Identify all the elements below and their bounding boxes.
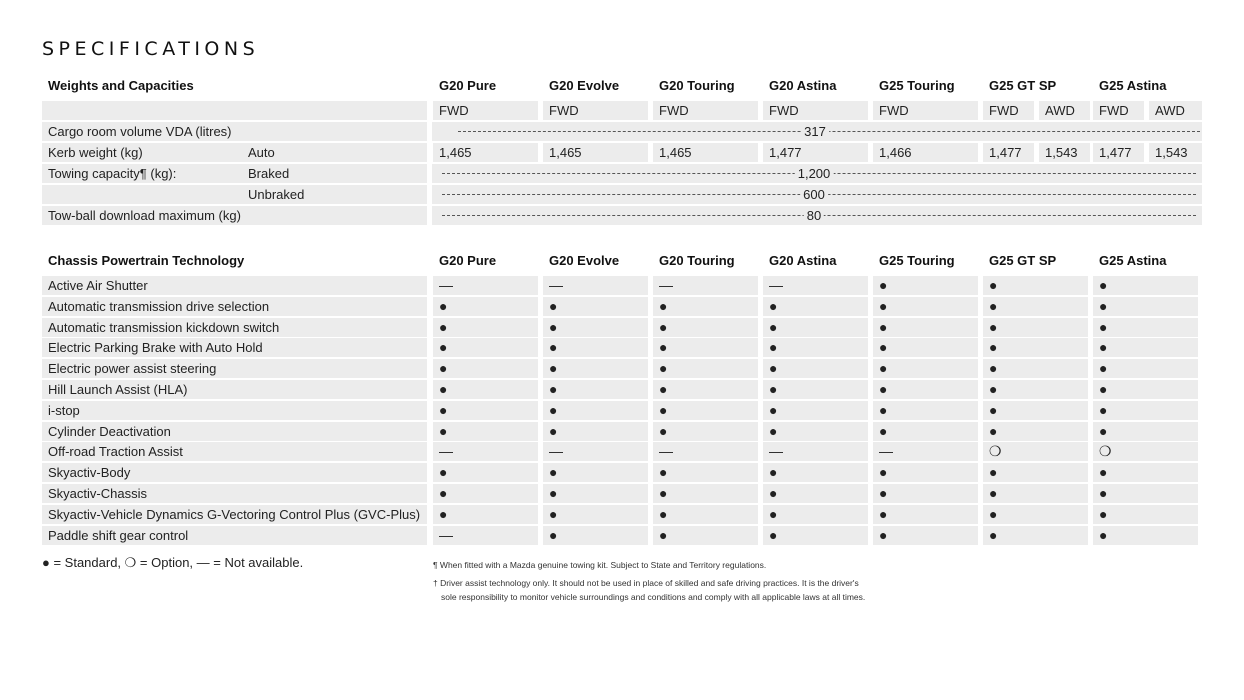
availability-cell: ● xyxy=(873,484,978,503)
availability-cell: ● xyxy=(763,318,868,337)
table-row xyxy=(42,380,427,399)
availability-cell: ● xyxy=(1093,422,1198,441)
model-header: G20 Pure xyxy=(439,253,497,268)
feature-label: Active Air Shutter xyxy=(48,278,148,293)
braked-row-span xyxy=(432,164,1202,183)
cargo-row-span xyxy=(432,122,1202,141)
model-header: G25 Touring xyxy=(879,253,955,268)
availability-cell: ● xyxy=(983,401,1088,420)
feature-label: Skyactiv-Vehicle Dynamics G-Vectoring Control Plus (GVC-Plus) xyxy=(48,506,421,522)
availability-cell: ● xyxy=(433,318,538,337)
availability-cell: ● xyxy=(1093,276,1198,295)
model-header: G20 Evolve xyxy=(549,253,620,268)
availability-cell: ● xyxy=(653,422,758,441)
feature-label: Off-road Traction Assist xyxy=(48,444,183,460)
feature-label: Cylinder Deactivation xyxy=(48,423,171,439)
availability-cell: ● xyxy=(1093,484,1198,503)
availability-cell: ● xyxy=(1093,318,1198,337)
availability-cell: — xyxy=(763,276,868,295)
braked-value: 1,200 xyxy=(795,164,834,183)
unbraked-label-cell xyxy=(42,185,427,204)
availability-cell: ● xyxy=(543,318,648,337)
availability-cell: ● xyxy=(873,380,978,399)
kerb-label: Kerb weight (kg) xyxy=(48,145,143,160)
drive-cell: FWD xyxy=(873,101,978,120)
model-header: G25 Astina xyxy=(1099,78,1167,93)
kerb-label-cell xyxy=(42,143,427,162)
availability-cell: ● xyxy=(763,380,868,399)
availability-cell: ● xyxy=(983,526,1088,545)
availability-cell: ● xyxy=(763,297,868,316)
availability-cell: ● xyxy=(433,380,538,399)
availability-cell: ● xyxy=(763,505,868,524)
availability-cell: ● xyxy=(873,401,978,420)
availability-cell: ● xyxy=(543,526,648,545)
availability-cell: ● xyxy=(543,505,648,524)
kerb-cell: 1,465 xyxy=(433,143,538,162)
model-header: G25 GT SP xyxy=(989,78,1057,93)
footnote-driver-line2: sole responsibility to monitor vehicle surroundings and conditions and comply with all applicable laws at all times. xyxy=(441,592,866,602)
feature-label: Electric power assist steering xyxy=(48,361,217,377)
table-row xyxy=(42,505,427,524)
availability-cell: ● xyxy=(873,338,978,357)
availability-cell: — xyxy=(433,276,538,295)
feature-label: Paddle shift gear control xyxy=(48,527,189,543)
availability-cell: — xyxy=(433,526,538,545)
availability-cell: ● xyxy=(543,359,648,378)
page-title: SPECIFICATIONS xyxy=(42,38,260,60)
availability-cell: ❍ xyxy=(1093,442,1198,461)
availability-cell: ● xyxy=(1093,338,1198,357)
drive-label-cell xyxy=(42,101,427,120)
availability-cell: ● xyxy=(543,401,648,420)
availability-cell: ● xyxy=(763,526,868,545)
availability-cell: ● xyxy=(763,422,868,441)
unbraked-label: Unbraked xyxy=(248,187,305,202)
availability-cell: ● xyxy=(1093,297,1198,316)
feature-label: i-stop xyxy=(48,402,80,418)
availability-cell: ● xyxy=(1093,526,1198,545)
availability-cell: ● xyxy=(1093,380,1198,399)
drive-cell: FWD xyxy=(433,101,538,120)
feature-label: Electric Parking Brake with Auto Hold xyxy=(48,340,263,356)
availability-cell: ● xyxy=(1093,505,1198,524)
model-header: G20 Astina xyxy=(769,78,837,93)
table-row xyxy=(42,401,427,420)
kerb-cell: 1,466 xyxy=(873,143,978,162)
table-row xyxy=(42,442,427,461)
availability-cell: ● xyxy=(873,505,978,524)
table-row xyxy=(42,359,427,378)
table-row xyxy=(42,318,427,337)
table-row xyxy=(42,338,427,357)
model-header: G20 Touring xyxy=(659,253,735,268)
towing-label-cell xyxy=(42,164,427,183)
cargo-label: Cargo room volume VDA (litres) xyxy=(48,124,232,139)
availability-cell: — xyxy=(543,276,648,295)
availability-cell: ● xyxy=(433,297,538,316)
availability-cell: — xyxy=(653,442,758,461)
availability-cell: ❍ xyxy=(983,442,1088,461)
availability-cell: ● xyxy=(653,505,758,524)
availability-cell: ● xyxy=(763,401,868,420)
availability-cell: ● xyxy=(983,380,1088,399)
availability-cell: ● xyxy=(983,505,1088,524)
towball-label-cell xyxy=(42,206,427,225)
kerb-cell: 1,465 xyxy=(653,143,758,162)
kerb-cell: 1,477 xyxy=(1093,143,1144,162)
feature-label: Skyactiv-Body xyxy=(48,465,131,481)
availability-cell: ● xyxy=(653,297,758,316)
model-header: G20 Evolve xyxy=(549,78,620,93)
availability-cell: ● xyxy=(763,359,868,378)
availability-cell: ● xyxy=(653,318,758,337)
kerb-cell: 1,543 xyxy=(1149,143,1202,162)
feature-label: Hill Launch Assist (HLA) xyxy=(48,382,188,397)
availability-cell: ● xyxy=(873,297,978,316)
availability-cell: ● xyxy=(543,297,648,316)
table-row xyxy=(42,463,427,482)
availability-cell: ● xyxy=(983,422,1088,441)
availability-cell: ● xyxy=(983,463,1088,482)
availability-cell: ● xyxy=(873,318,978,337)
availability-cell: ● xyxy=(653,380,758,399)
availability-cell: ● xyxy=(983,276,1088,295)
availability-cell: ● xyxy=(653,359,758,378)
model-header: G25 Touring xyxy=(879,78,955,93)
footnote-driver-line1: † Driver assist technology only. It should not be used in place of skilled and safe driving practices. It is the driver's xyxy=(433,578,859,588)
availability-cell: ● xyxy=(653,338,758,357)
table-row xyxy=(42,297,427,316)
availability-cell: — xyxy=(873,442,978,461)
legend: ● = Standard, ❍ = Option, — = Not available. xyxy=(42,555,304,570)
availability-cell: ● xyxy=(543,380,648,399)
kerb-cell: 1,543 xyxy=(1039,143,1090,162)
cargo-value: 317 xyxy=(801,122,829,141)
availability-cell: ● xyxy=(543,463,648,482)
availability-cell: ● xyxy=(873,463,978,482)
availability-cell: ● xyxy=(433,484,538,503)
drive-cell: FWD xyxy=(1093,101,1144,120)
availability-cell: ● xyxy=(1093,463,1198,482)
unbraked-value: 600 xyxy=(800,185,828,204)
availability-cell: ● xyxy=(1093,359,1198,378)
cargo-label-cell xyxy=(42,122,427,141)
braked-label: Braked xyxy=(248,166,290,181)
availability-cell: ● xyxy=(983,297,1088,316)
kerb-cell: 1,477 xyxy=(983,143,1034,162)
availability-cell: ● xyxy=(433,505,538,524)
availability-cell: ● xyxy=(653,463,758,482)
drive-cell: FWD xyxy=(653,101,758,120)
chassis-heading: Chassis Powertrain Technology xyxy=(48,253,245,268)
feature-label: Automatic transmission drive selection xyxy=(48,298,270,314)
availability-cell: ● xyxy=(763,463,868,482)
availability-cell: — xyxy=(543,442,648,461)
availability-cell: ● xyxy=(543,422,648,441)
drive-cell: AWD xyxy=(1149,101,1202,120)
availability-cell: ● xyxy=(433,359,538,378)
availability-cell: ● xyxy=(983,359,1088,378)
towball-value: 80 xyxy=(804,206,824,225)
availability-cell: ● xyxy=(653,401,758,420)
availability-cell: ● xyxy=(1093,401,1198,420)
kerb-sub-label: Auto xyxy=(248,145,275,160)
availability-cell: ● xyxy=(433,463,538,482)
availability-cell: ● xyxy=(763,338,868,357)
availability-cell: — xyxy=(653,276,758,295)
towball-row-span xyxy=(432,206,1202,225)
drive-cell: FWD xyxy=(983,101,1034,120)
availability-cell: ● xyxy=(873,526,978,545)
availability-cell: ● xyxy=(983,484,1088,503)
drive-cell: AWD xyxy=(1039,101,1090,120)
model-header: G25 GT SP xyxy=(989,253,1057,268)
availability-cell: ● xyxy=(433,338,538,357)
model-header: G20 Pure xyxy=(439,78,497,93)
availability-cell: ● xyxy=(653,484,758,503)
towing-label: Towing capacity¶ (kg): xyxy=(48,166,177,181)
availability-cell: ● xyxy=(873,422,978,441)
table-row xyxy=(42,422,427,441)
footnote-towing: ¶ When fitted with a Mazda genuine towing kit. Subject to State and Territory regulations. xyxy=(433,560,767,570)
feature-label: Automatic transmission kickdown switch xyxy=(48,319,280,335)
availability-cell: — xyxy=(763,442,868,461)
towball-label: Tow-ball download maximum (kg) xyxy=(48,208,241,223)
model-header: G25 Astina xyxy=(1099,253,1167,268)
table-row xyxy=(42,484,427,503)
model-header: G20 Touring xyxy=(659,78,735,93)
kerb-cell: 1,477 xyxy=(763,143,868,162)
availability-cell: ● xyxy=(983,318,1088,337)
availability-cell: ● xyxy=(873,276,978,295)
feature-label: Skyactiv-Chassis xyxy=(48,486,147,501)
table-row xyxy=(42,526,427,545)
availability-cell: ● xyxy=(653,526,758,545)
availability-cell: ● xyxy=(983,338,1088,357)
table-row xyxy=(42,276,427,295)
drive-cell: FWD xyxy=(763,101,868,120)
kerb-cell: 1,465 xyxy=(543,143,648,162)
availability-cell: ● xyxy=(763,484,868,503)
availability-cell: ● xyxy=(543,338,648,357)
availability-cell: ● xyxy=(433,401,538,420)
unbraked-row-span xyxy=(432,185,1202,204)
availability-cell: ● xyxy=(543,484,648,503)
availability-cell: ● xyxy=(433,422,538,441)
drive-cell: FWD xyxy=(543,101,648,120)
model-header: G20 Astina xyxy=(769,253,837,268)
availability-cell: — xyxy=(433,442,538,461)
weights-heading: Weights and Capacities xyxy=(48,78,194,93)
availability-cell: ● xyxy=(873,359,978,378)
